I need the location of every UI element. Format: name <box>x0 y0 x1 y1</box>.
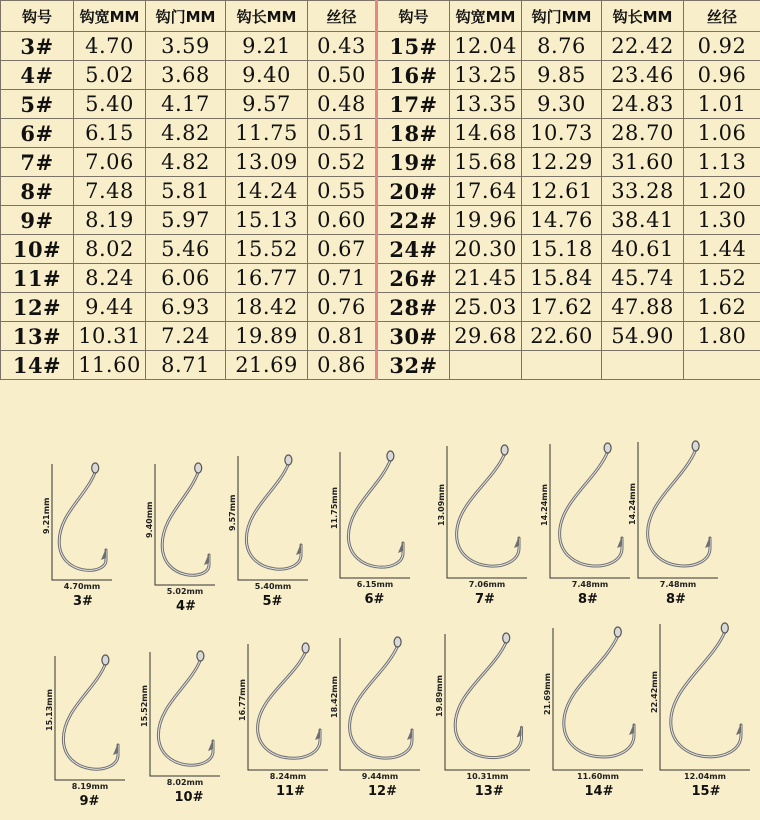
cell-hook-size: 20# <box>377 177 450 206</box>
cell-hook-size: 14# <box>1 351 74 380</box>
table-row <box>1 90 760 119</box>
table-row <box>1 119 760 148</box>
hook-shank <box>63 664 118 769</box>
cell-hook-size: 19# <box>377 148 450 177</box>
header-hook-size: 钩号 <box>1 1 74 32</box>
cell-hook-length: 23.46 <box>602 61 684 90</box>
cell-hook-size: 22# <box>377 206 450 235</box>
hook-eye <box>614 627 621 637</box>
hook-highlight <box>348 460 403 567</box>
hook-icon <box>540 440 640 588</box>
hook-icon <box>330 634 430 780</box>
header-hook-gap: 钩门MM <box>522 1 602 32</box>
hook-icon <box>42 460 122 590</box>
table-row <box>1 264 760 293</box>
cell-wire-diameter: 0.51 <box>308 119 377 148</box>
hook-length-label: 22.42mm <box>650 671 659 713</box>
cell-hook-size: 26# <box>377 264 450 293</box>
cell-hook-gap: 4.17 <box>146 90 226 119</box>
cell-hook-gap <box>522 351 602 380</box>
hook-diagram <box>42 460 122 620</box>
hook-icon <box>238 640 338 780</box>
hook-length-label: 14.24mm <box>628 483 637 525</box>
cell-hook-gap: 15.18 <box>522 235 602 264</box>
hook-shank <box>258 652 320 758</box>
hook-shank <box>162 472 209 575</box>
cell-hook-width: 21.45 <box>450 264 522 293</box>
hook-icon <box>435 630 540 780</box>
cell-hook-gap: 8.76 <box>522 32 602 61</box>
cell-hook-gap: 10.73 <box>522 119 602 148</box>
cell-hook-width: 25.03 <box>450 293 522 322</box>
cell-hook-size: 16# <box>377 61 450 90</box>
cell-wire-diameter: 1.06 <box>684 119 760 148</box>
cell-hook-gap: 6.93 <box>146 293 226 322</box>
cell-hook-length: 15.13 <box>226 206 308 235</box>
cell-hook-width: 7.06 <box>74 148 146 177</box>
cell-hook-width: 15.68 <box>450 148 522 177</box>
cell-wire-diameter: 0.71 <box>308 264 377 293</box>
hook-highlight <box>671 632 741 757</box>
cell-hook-length: 33.28 <box>602 177 684 206</box>
header-hook-width: 钩宽MM <box>450 1 522 32</box>
hook-shank <box>158 660 213 765</box>
hook-shank <box>455 642 521 758</box>
hook-eye <box>604 443 611 453</box>
hook-highlight <box>246 464 301 569</box>
header-hook-width: 钩宽MM <box>74 1 146 32</box>
hook-width-label: 5.40mm <box>238 582 308 591</box>
hook-highlight <box>158 660 213 765</box>
hook-diagram <box>145 460 225 625</box>
hook-shank <box>564 636 634 757</box>
cell-hook-size: 9# <box>1 206 74 235</box>
hook-shank <box>59 472 106 570</box>
hook-size-label: 8# <box>666 592 686 607</box>
cell-wire-diameter: 0.96 <box>684 61 760 90</box>
cell-hook-length: 54.90 <box>602 322 684 351</box>
cell-hook-gap: 12.61 <box>522 177 602 206</box>
cell-hook-size: 30# <box>377 322 450 351</box>
hook-width-label: 7.06mm <box>447 580 527 589</box>
hook-size-label: 10# <box>175 790 204 805</box>
hook-diagram <box>238 640 338 810</box>
hook-diagram <box>543 624 653 810</box>
cell-hook-gap: 4.82 <box>146 148 226 177</box>
cell-hook-width: 13.25 <box>450 61 522 90</box>
cell-wire-diameter: 0.55 <box>308 177 377 206</box>
hook-shank <box>457 454 519 566</box>
cell-hook-size: 18# <box>377 119 450 148</box>
hook-shank <box>560 452 622 566</box>
cell-wire-diameter: 0.81 <box>308 322 377 351</box>
hook-diagram <box>228 452 318 620</box>
hook-length-label: 18.42mm <box>330 676 339 718</box>
hook-width-label: 4.70mm <box>52 582 112 591</box>
hook-length-label: 9.57mm <box>228 495 237 531</box>
hook-icon <box>650 620 760 780</box>
hook-diagram <box>140 648 230 816</box>
hook-shank <box>246 464 301 569</box>
cell-hook-length: 31.60 <box>602 148 684 177</box>
hook-size-label: 3# <box>73 594 93 609</box>
table-row <box>1 61 760 90</box>
cell-hook-gap: 9.30 <box>522 90 602 119</box>
table-row <box>1 32 760 61</box>
cell-hook-gap: 4.82 <box>146 119 226 148</box>
cell-hook-length: 9.40 <box>226 61 308 90</box>
hook-icon <box>628 438 728 588</box>
header-hook-length: 钩长MM <box>226 1 308 32</box>
hook-size-label: 8# <box>578 592 598 607</box>
cell-hook-width: 6.15 <box>74 119 146 148</box>
cell-hook-size: 11# <box>1 264 74 293</box>
cell-wire-diameter <box>684 351 760 380</box>
cell-hook-size: 15# <box>377 32 450 61</box>
hook-eye <box>721 623 728 633</box>
cell-hook-gap: 17.62 <box>522 293 602 322</box>
hook-shank <box>648 450 710 566</box>
cell-hook-size: 5# <box>1 90 74 119</box>
dimension-bracket <box>155 464 215 585</box>
cell-hook-size: 8# <box>1 177 74 206</box>
cell-hook-width: 9.44 <box>74 293 146 322</box>
cell-hook-length: 40.61 <box>602 235 684 264</box>
hook-icon <box>543 624 653 780</box>
cell-hook-gap: 14.76 <box>522 206 602 235</box>
cell-hook-gap: 7.24 <box>146 322 226 351</box>
hook-size-label: 9# <box>80 794 100 809</box>
hook-diagram <box>45 652 135 820</box>
hook-highlight <box>63 664 118 769</box>
hook-highlight <box>648 450 710 566</box>
cell-hook-gap: 15.84 <box>522 264 602 293</box>
hook-length-label: 11.75mm <box>330 487 339 529</box>
cell-wire-diameter: 0.52 <box>308 148 377 177</box>
hook-diagram <box>435 630 540 810</box>
cell-hook-gap: 5.81 <box>146 177 226 206</box>
hook-width-label: 7.48mm <box>550 580 630 589</box>
hook-diagram <box>437 442 537 618</box>
hook-icon <box>228 452 318 590</box>
cell-hook-length: 21.69 <box>226 351 308 380</box>
hook-width-label: 12.04mm <box>660 772 750 781</box>
header-wire-diameter: 丝径 <box>684 1 760 32</box>
cell-hook-width: 10.31 <box>74 322 146 351</box>
cell-hook-length: 13.09 <box>226 148 308 177</box>
cell-hook-length: 47.88 <box>602 293 684 322</box>
hook-highlight <box>258 652 320 758</box>
cell-hook-width: 8.02 <box>74 235 146 264</box>
hook-highlight <box>162 472 209 575</box>
cell-wire-diameter: 1.44 <box>684 235 760 264</box>
hook-shank <box>671 632 741 757</box>
cell-wire-diameter: 1.62 <box>684 293 760 322</box>
cell-hook-size: 32# <box>377 351 450 380</box>
hook-eye <box>102 655 109 665</box>
hook-highlight <box>455 642 521 758</box>
hook-diagram <box>330 634 430 810</box>
hook-eye <box>92 463 99 473</box>
hook-length-label: 21.69mm <box>543 673 552 715</box>
cell-hook-gap: 5.46 <box>146 235 226 264</box>
hook-icon <box>45 652 135 790</box>
header-hook-size: 钩号 <box>377 1 450 32</box>
hook-highlight <box>564 636 634 757</box>
cell-wire-diameter: 0.50 <box>308 61 377 90</box>
cell-hook-size: 10# <box>1 235 74 264</box>
hook-width-label: 5.02mm <box>155 587 215 596</box>
hook-length-label: 9.40mm <box>145 501 154 537</box>
cell-hook-length: 11.75 <box>226 119 308 148</box>
cell-hook-width: 12.04 <box>450 32 522 61</box>
hook-length-label: 13.09mm <box>437 484 446 526</box>
cell-wire-diameter: 0.43 <box>308 32 377 61</box>
hook-size-label: 7# <box>475 592 495 607</box>
hook-diagram-gallery <box>0 430 760 800</box>
cell-hook-length: 14.24 <box>226 177 308 206</box>
cell-hook-gap: 8.71 <box>146 351 226 380</box>
cell-hook-size: 13# <box>1 322 74 351</box>
table-row <box>1 177 760 206</box>
hook-icon <box>437 442 537 588</box>
hook-diagram <box>540 440 640 618</box>
cell-hook-length: 16.77 <box>226 264 308 293</box>
dimension-bracket <box>52 464 112 580</box>
cell-hook-width: 5.02 <box>74 61 146 90</box>
cell-hook-gap: 3.68 <box>146 61 226 90</box>
cell-hook-gap: 22.60 <box>522 322 602 351</box>
cell-hook-length: 18.42 <box>226 293 308 322</box>
cell-wire-diameter: 1.01 <box>684 90 760 119</box>
cell-hook-length: 22.42 <box>602 32 684 61</box>
cell-hook-size: 6# <box>1 119 74 148</box>
cell-hook-length: 15.52 <box>226 235 308 264</box>
hook-size-label: 14# <box>585 784 614 799</box>
hook-eye <box>197 651 204 661</box>
table-row <box>1 293 760 322</box>
cell-hook-gap: 5.97 <box>146 206 226 235</box>
cell-hook-width: 4.70 <box>74 32 146 61</box>
cell-hook-length: 38.41 <box>602 206 684 235</box>
hook-size-label: 11# <box>276 784 305 799</box>
cell-wire-diameter: 0.60 <box>308 206 377 235</box>
cell-hook-length: 45.74 <box>602 264 684 293</box>
hook-width-label: 8.02mm <box>150 778 220 787</box>
hook-width-label: 8.19mm <box>55 782 125 791</box>
cell-hook-size: 4# <box>1 61 74 90</box>
cell-wire-diameter: 1.20 <box>684 177 760 206</box>
cell-hook-length: 28.70 <box>602 119 684 148</box>
hook-size-label: 4# <box>176 599 196 614</box>
hook-size-label: 6# <box>365 592 385 607</box>
table-row <box>1 322 760 351</box>
cell-hook-length: 24.83 <box>602 90 684 119</box>
cell-hook-width: 13.35 <box>450 90 522 119</box>
hook-highlight <box>350 646 412 758</box>
hook-width-label: 10.31mm <box>445 772 530 781</box>
hook-highlight <box>457 454 519 566</box>
hook-size-table-container <box>0 0 760 378</box>
cell-hook-length: 9.57 <box>226 90 308 119</box>
hook-size-label: 12# <box>368 784 397 799</box>
hook-length-label: 15.13mm <box>45 689 54 731</box>
cell-hook-width: 7.48 <box>74 177 146 206</box>
cell-hook-size: 28# <box>377 293 450 322</box>
cell-hook-width: 5.40 <box>74 90 146 119</box>
hook-length-label: 16.77mm <box>238 679 247 721</box>
hook-width-label: 6.15mm <box>340 580 410 589</box>
cell-hook-width: 29.68 <box>450 322 522 351</box>
hook-eye <box>501 445 508 455</box>
cell-hook-width: 14.68 <box>450 119 522 148</box>
hook-size-label: 5# <box>263 594 283 609</box>
cell-wire-diameter: 1.30 <box>684 206 760 235</box>
hook-eye <box>302 643 309 653</box>
hook-eye <box>394 637 401 647</box>
hook-size-label: 13# <box>475 784 504 799</box>
cell-hook-width: 11.60 <box>74 351 146 380</box>
cell-wire-diameter: 1.52 <box>684 264 760 293</box>
cell-hook-length <box>602 351 684 380</box>
cell-hook-length: 19.89 <box>226 322 308 351</box>
cell-wire-diameter: 0.86 <box>308 351 377 380</box>
hook-highlight <box>59 472 106 570</box>
hook-eye <box>285 455 292 465</box>
cell-hook-width: 19.96 <box>450 206 522 235</box>
hook-icon <box>145 460 225 595</box>
cell-hook-width: 17.64 <box>450 177 522 206</box>
hook-shank <box>348 460 403 567</box>
cell-hook-gap: 6.06 <box>146 264 226 293</box>
hook-width-label: 7.48mm <box>638 580 718 589</box>
table-row <box>1 351 760 380</box>
cell-hook-size: 17# <box>377 90 450 119</box>
hook-diagram <box>330 448 420 618</box>
cell-hook-width <box>450 351 522 380</box>
hook-size-table <box>0 0 760 380</box>
cell-hook-length: 9.21 <box>226 32 308 61</box>
cell-wire-diameter: 0.76 <box>308 293 377 322</box>
hook-icon <box>330 448 420 588</box>
hook-shank <box>350 646 412 758</box>
header-hook-length: 钩长MM <box>602 1 684 32</box>
cell-hook-size: 12# <box>1 293 74 322</box>
hook-length-label: 14.24mm <box>540 484 549 526</box>
hook-eye <box>195 463 202 473</box>
hook-length-label: 15.52mm <box>140 685 149 727</box>
hook-icon <box>140 648 230 786</box>
cell-wire-diameter: 1.13 <box>684 148 760 177</box>
cell-hook-gap: 3.59 <box>146 32 226 61</box>
cell-wire-diameter: 0.67 <box>308 235 377 264</box>
hook-diagram <box>628 438 728 618</box>
cell-hook-gap: 9.85 <box>522 61 602 90</box>
table-row <box>1 148 760 177</box>
header-hook-gap: 钩门MM <box>146 1 226 32</box>
header-wire-diameter: 丝径 <box>308 1 377 32</box>
cell-hook-width: 20.30 <box>450 235 522 264</box>
cell-wire-diameter: 1.80 <box>684 322 760 351</box>
hook-eye <box>387 451 394 461</box>
cell-hook-gap: 12.29 <box>522 148 602 177</box>
hook-width-label: 11.60mm <box>553 772 643 781</box>
hook-length-label: 9.21mm <box>42 498 51 534</box>
table-row <box>1 235 760 264</box>
hook-size-label: 15# <box>692 784 721 799</box>
table-row <box>1 206 760 235</box>
hook-eye <box>503 633 510 643</box>
cell-hook-size: 3# <box>1 32 74 61</box>
cell-hook-size: 24# <box>377 235 450 264</box>
hook-width-label: 8.24mm <box>248 772 328 781</box>
hook-length-label: 19.89mm <box>435 675 444 717</box>
hook-diagram <box>650 620 760 810</box>
table-header-row <box>1 1 760 32</box>
cell-hook-width: 8.24 <box>74 264 146 293</box>
hook-eye <box>692 441 699 451</box>
cell-hook-size: 7# <box>1 148 74 177</box>
cell-wire-diameter: 0.48 <box>308 90 377 119</box>
cell-wire-diameter: 0.92 <box>684 32 760 61</box>
hook-width-label: 9.44mm <box>340 772 420 781</box>
hook-highlight <box>560 452 622 566</box>
cell-hook-width: 8.19 <box>74 206 146 235</box>
